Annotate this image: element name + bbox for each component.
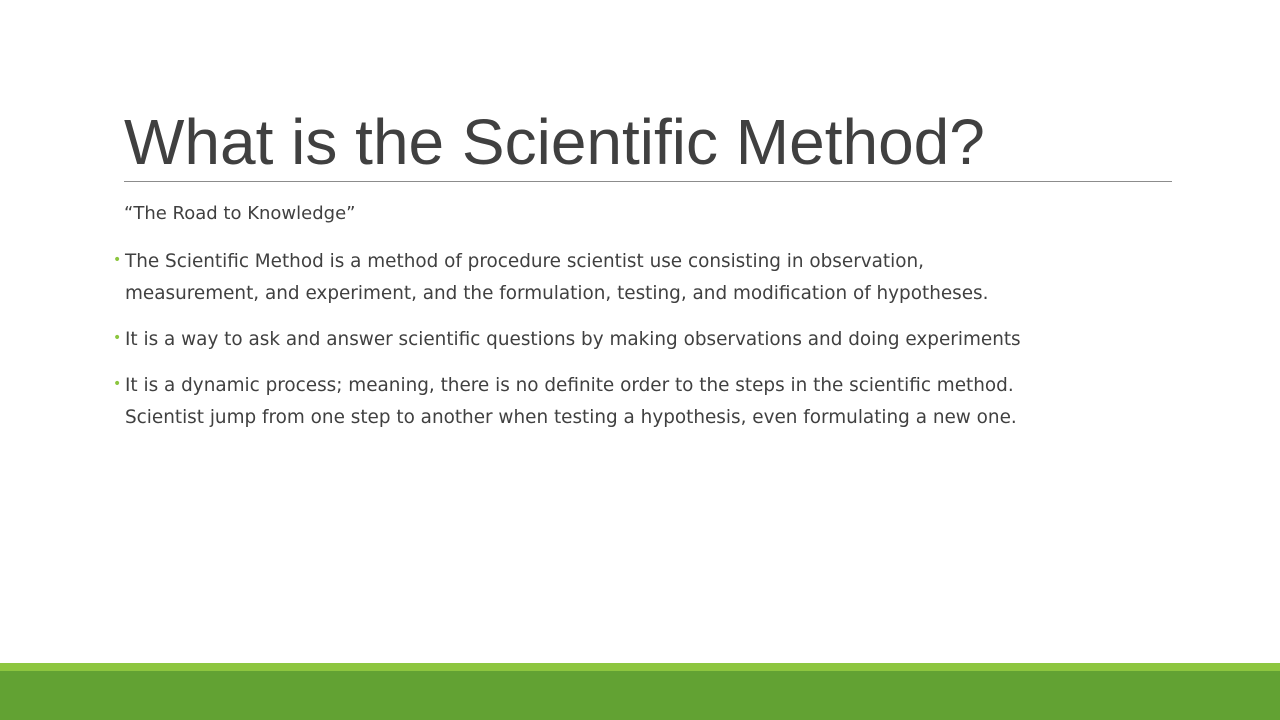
bullet-item — [113, 246, 1193, 310]
bullet-icon: • — [113, 252, 122, 268]
bullet-item — [113, 370, 1193, 434]
bullet-icon: • — [113, 330, 122, 346]
bullet-text-line: measurement, and experiment, and the formulation, testing, and modification of hypotheses. — [125, 283, 989, 304]
footer-band — [0, 671, 1280, 720]
title-divider — [124, 181, 1172, 182]
bullet-list — [113, 246, 1193, 448]
slide-subtitle: “The Road to Knowledge” — [124, 203, 356, 224]
bullet-text-line: The Scientific Method is a method of procedure scientist use consisting in observation, — [125, 251, 924, 272]
slide-title: What is the Scientific Method? — [124, 106, 985, 178]
bullet-text-line: It is a dynamic process; meaning, there is no definite order to the steps in the scientific method. — [125, 375, 1014, 396]
footer-accent-stripe — [0, 663, 1280, 671]
bullet-icon: • — [113, 376, 122, 392]
bullet-text-line: Scientist jump from one step to another when testing a hypothesis, even formulating a new one. — [125, 407, 1017, 428]
bullet-item — [113, 324, 1193, 356]
bullet-text-line: It is a way to ask and answer scientific questions by making observations and doing experiments — [125, 329, 1021, 350]
